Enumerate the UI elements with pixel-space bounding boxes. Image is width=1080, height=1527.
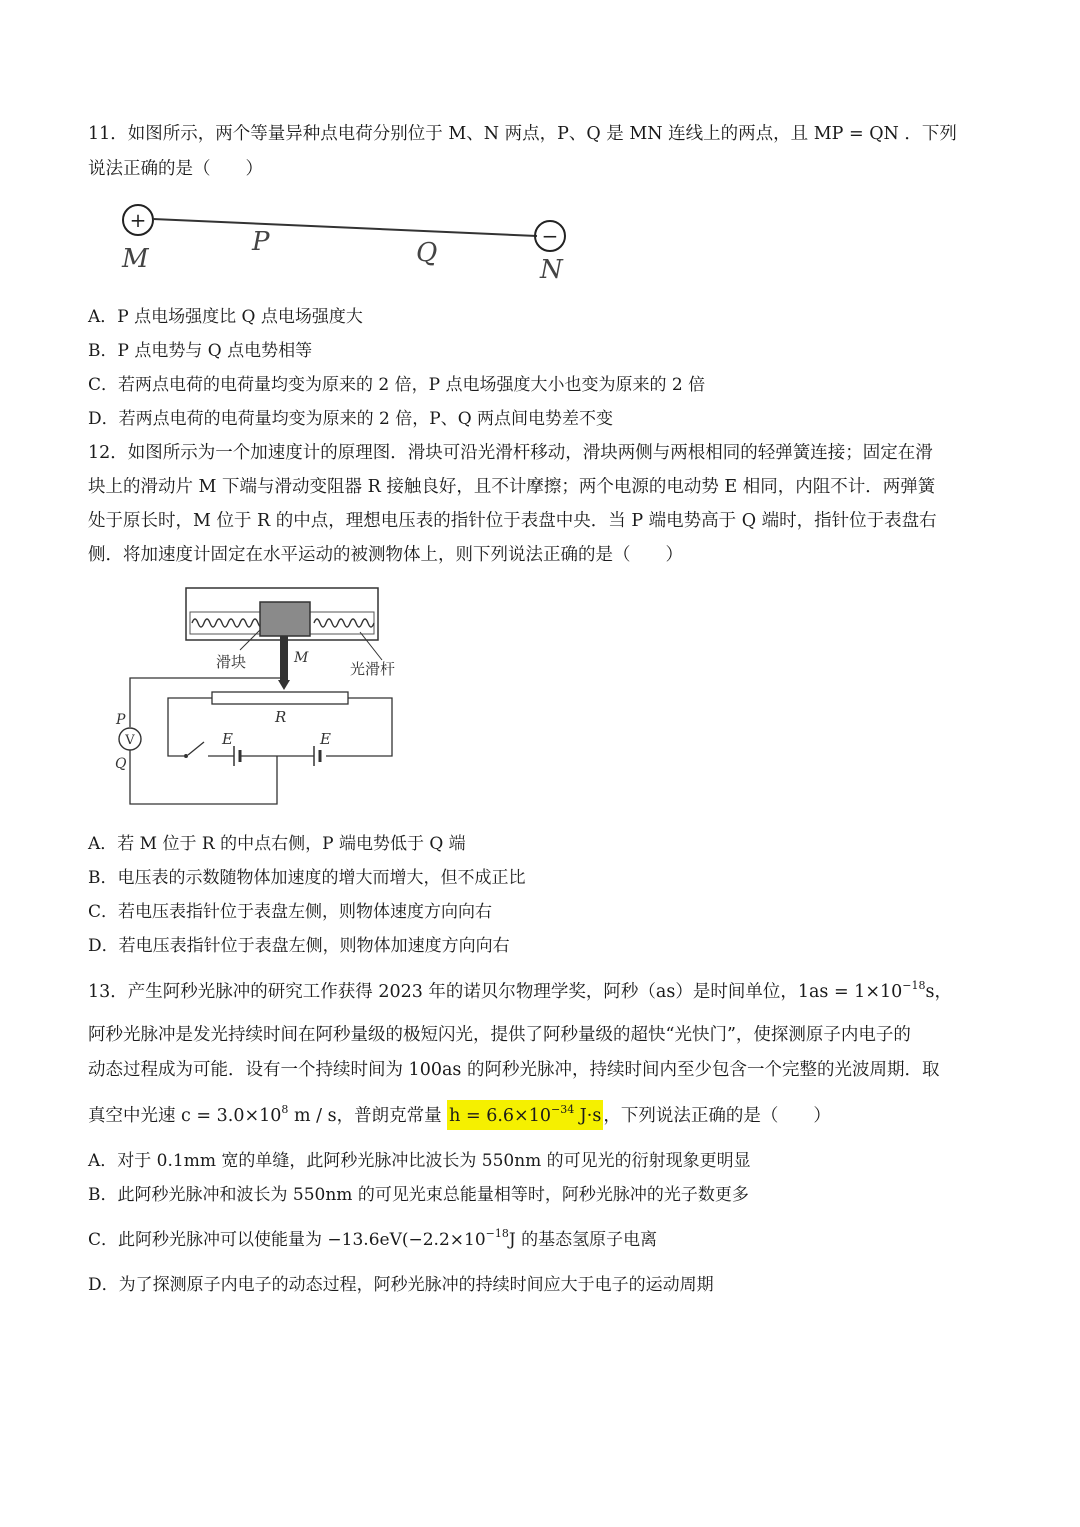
- q11-stem-line1: 11．如图所示，两个等量异种点电荷分别位于 M、N 两点，P、Q 是 MN 连线上的两点，且 MP = QN ．下列: [88, 124, 957, 144]
- mn-line: [153, 219, 537, 236]
- label-M: M: [294, 650, 309, 666]
- slider-block: [260, 602, 310, 636]
- planck-constant-highlight: $h = 6.6\times 10^{-34}$ J·s: [447, 1100, 603, 1130]
- q13-stem-line2: 阿秒光脉冲是发光持续时间在阿秒量级的极短闪光，提供了阿秒量级的超快“光快门”，使探测原子内电子的: [88, 1025, 911, 1045]
- q13-option-a: A．对于 0.1mm 宽的单缝，此阿秒光脉冲比波长为 550nm 的可见光的衍射现象更明显: [88, 1151, 751, 1171]
- q13-stem-line3: 动态过程成为可能．设有一个持续时间为 100as 的阿秒光脉冲，持续时间内至少包含一个完整的光波周期．取: [88, 1060, 940, 1080]
- q11-option-d: D．若两点电荷的电荷量均变为原来的 2 倍，P、Q 两点间电势差不变: [88, 409, 614, 429]
- label-Q: Q: [115, 756, 127, 772]
- q11-figure: [110, 198, 580, 290]
- label-E1: E: [222, 730, 233, 748]
- attosecond-definition: $1as = 1\times 10^{-18}s$，: [797, 979, 952, 1002]
- q12-option-a: A．若 M 位于 R 的中点右侧，P 端电势低于 Q 端: [88, 834, 466, 854]
- q13-stem-line1: 13．产生阿秒光脉冲的研究工作获得 2023 年的诺贝尔物理学奖，阿秒（as）是时间单位，$1as = 1\times 10^{-18}s$，: [88, 979, 952, 1002]
- plus-sign: +: [129, 208, 147, 232]
- resistor-R: [212, 692, 348, 704]
- q12-option-c: C．若电压表指针位于表盘左侧，则物体速度方向向右: [88, 902, 493, 922]
- contact-M: [280, 636, 288, 682]
- label-N: N: [540, 255, 563, 285]
- q13-option-b: B．此阿秒光脉冲和波长为 550nm 的可见光束总能量相等时，阿秒光脉冲的光子数更多: [88, 1185, 749, 1205]
- q12-option-d: D．若电压表指针位于表盘左侧，则物体加速度方向向右: [88, 936, 510, 956]
- q11-option-b: B．P 点电势与 Q 点电势相等: [88, 341, 313, 361]
- minus-sign: −: [541, 224, 559, 248]
- label-Q: Q: [416, 238, 438, 268]
- label-P: P: [252, 227, 270, 257]
- label-E2: E: [320, 730, 331, 748]
- left-spring-icon: [192, 619, 264, 627]
- label-R: R: [275, 708, 287, 726]
- q12-stem-line4: 侧．将加速度计固定在水平运动的被测物体上，则下列说法正确的是（ ）: [88, 545, 683, 565]
- label-V: V: [125, 733, 135, 748]
- q11-option-c: C．若两点电荷的电荷量均变为原来的 2 倍，P 点电场强度大小也变为原来的 2 倍: [88, 375, 706, 395]
- q12-stem-line1: 12．如图所示为一个加速度计的原理图．滑块可沿光滑杆移动，滑块两侧与两根相同的轻弹簧连接；固定在滑: [88, 443, 933, 463]
- q11-stem-line2: 说法正确的是（ ）: [88, 159, 263, 179]
- label-rod: 光滑杆: [350, 660, 396, 678]
- q13-stem-line4: 真空中光速 $c = 3.0\times 10^8$ m / s，普朗克常量 $h = 6.6\times 10^{-34}$ J·s ，下列说法正确的是（ ）: [88, 1104, 831, 1128]
- q13-option-d: D．为了探测原子内电子的动态过程，阿秒光脉冲的持续时间应大于电子的运动周期: [88, 1275, 714, 1295]
- right-spring-icon: [314, 619, 374, 627]
- q11-option-a: A．P 点电场强度比 Q 点电场强度大: [88, 307, 363, 327]
- label-M: M: [122, 244, 149, 274]
- q12-figure: [110, 582, 410, 810]
- q12-stem-line2: 块上的滑动片 M 下端与滑动变阻器 R 接触良好，且不计摩擦；两个电源的电动势 E 相同，内阻不计．两弹簧: [88, 477, 936, 497]
- q12-option-b: B．电压表的示数随物体加速度的增大而增大，但不成正比: [88, 868, 526, 888]
- switch-icon: [188, 742, 204, 755]
- label-P: P: [116, 712, 126, 728]
- q13-option-c: C．此阿秒光脉冲可以使能量为 $-13.6eV(-2.2\times 10^{-18}J$ 的基态氢原子电离: [88, 1227, 658, 1250]
- label-slider: 滑块: [216, 653, 247, 671]
- q12-stem-line3: 处于原长时，M 位于 R 的中点，理想电压表的指针位于表盘中央．当 P 端电势高于 Q 端时，指针位于表盘右: [88, 511, 937, 531]
